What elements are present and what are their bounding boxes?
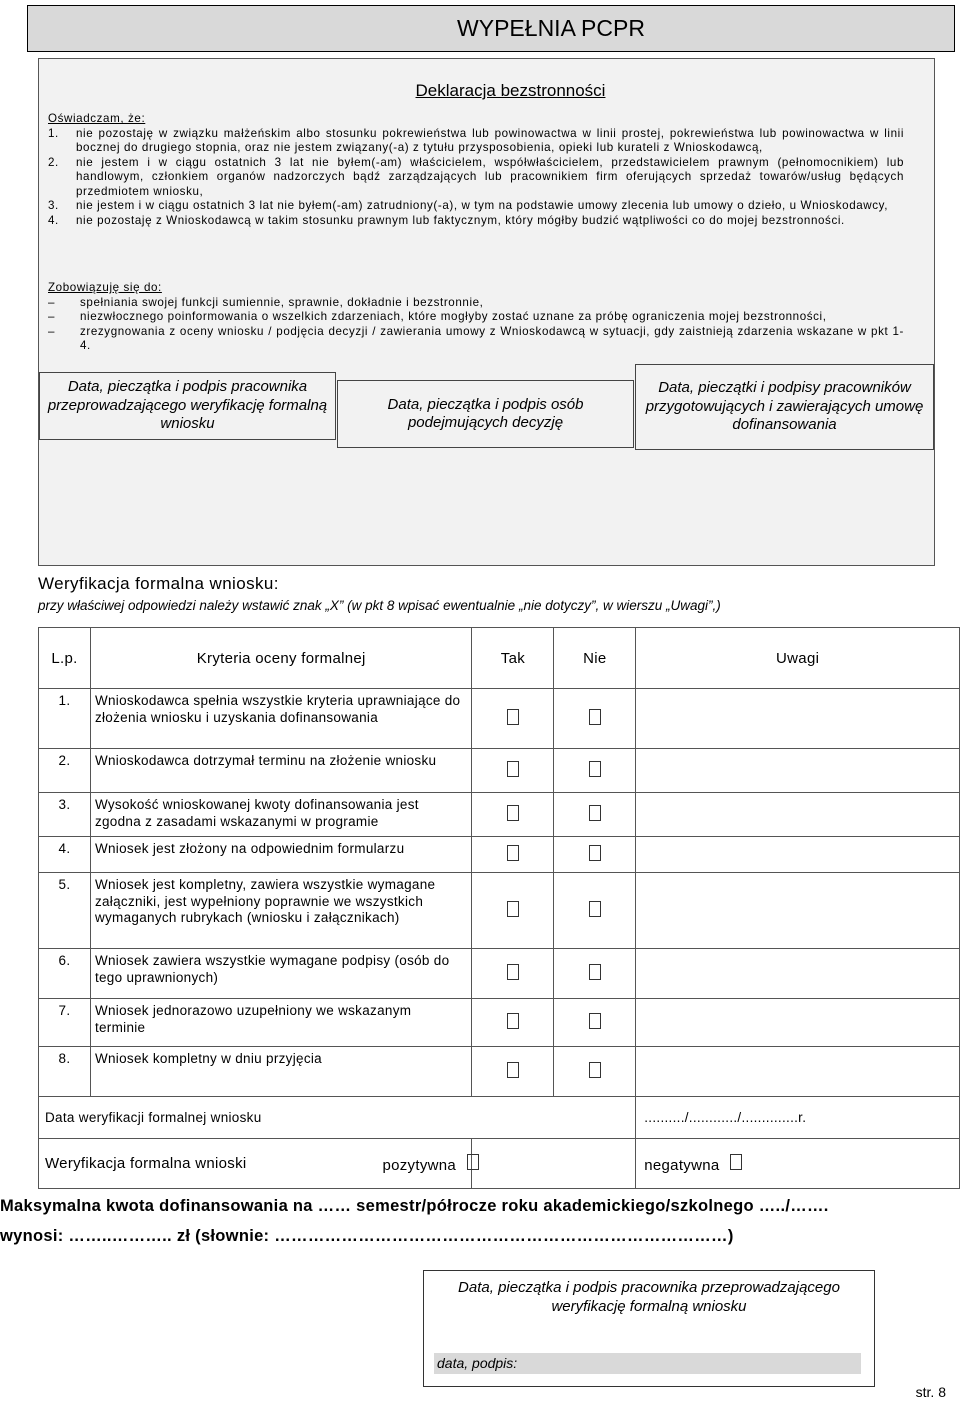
checkbox-no[interactable] [589, 901, 601, 917]
verification-title: Weryfikacja formalna wniosku: [38, 574, 279, 593]
declaration-intro: Oświadczam, że: [48, 112, 146, 125]
declaration-item: 3. nie jestem i w ciągu ostatnich 3 lat nie byłem(-am) zatrudniony(-a), w tym na podstawie umowy zlecenia lub umowy o dzieło, u Wnioskodawcy, [48, 199, 889, 212]
final-signature-field[interactable]: data, podpis: [434, 1353, 861, 1374]
criteria-table [38, 627, 960, 1189]
final-signature-text: Data, pieczątka i podpis pracownika przeprowadzającego weryfikację formalną wniosku [458, 1279, 840, 1315]
checkbox-yes[interactable] [507, 761, 519, 777]
table-row: 1. Wnioskodawca spełnia wszystkie kryteria uprawniające do złożenia wniosku i uzyskania dofinansowania [39, 689, 960, 749]
notes-cell[interactable] [636, 749, 960, 793]
table-row: 5. Wniosek jest kompletny, zawiera wszystkie wymagane załączniki, jest wypełniony poprawnie we wszystkich wymaganych rubrykach (wniosku i załącznikach) [39, 873, 960, 949]
obligation-item: – spełniania swojej funkcji sumiennie, sprawnie, dokładnie i bezstronnie, [48, 295, 484, 309]
result-row [39, 1139, 960, 1189]
col-notes: Uwagi [636, 628, 960, 689]
declaration-title: Deklaracja bezstronności [415, 81, 606, 100]
checkbox-positive[interactable] [467, 1154, 479, 1170]
checkbox-no[interactable] [589, 805, 601, 821]
col-lp: L.p. [39, 628, 91, 689]
checkbox-negative[interactable] [730, 1154, 742, 1170]
result-positive[interactable]: pozytywna [472, 1139, 636, 1189]
date-row [39, 1097, 960, 1139]
checkbox-no[interactable] [589, 761, 601, 777]
declaration-item: 2. nie jestem i w ciągu ostatnich 3 lat nie byłem(-am) właścicielem, współwłaścicielem, przedstawicielem prawnym (pełnomocnikiem) lub handlowym, członkiem organów nadzorczych bądź zarządzających lub pracownikiem firm oferujących sprzedaż towarów/usług będących przedmiotem wniosku, [48, 155, 904, 198]
obligations-intro: Zobowiązuję się do: [48, 281, 162, 294]
summary-line-2: wynosi: ……..……….. zł (słownie: ………………………………………………………………………) [0, 1227, 734, 1245]
table-row: 4. Wniosek jest złożony na odpowiednim formularzu [39, 837, 960, 873]
obligation-item: – niezwłocznego poinformowania o wszelkich zdarzeniach, które mogłyby zostać uznane za próbę ograniczenia mojej bezstronności, [48, 310, 827, 323]
checkbox-yes[interactable] [507, 709, 519, 725]
signature-box-contract[interactable]: Data, pieczątki i podpisy pracowników przygotowujących i zawierających umowę dofinansowania [635, 364, 934, 450]
declaration-item: 4. nie pozostaję z Wnioskodawcą w takim stosunku prawnym lub faktycznym, który mógłby budzić wątpliwości co do mojej bezstronności. [48, 213, 845, 227]
obligations [48, 281, 904, 354]
signature-box-verifier[interactable]: Data, pieczątka i podpis pracownika przeprowadzającego weryfikację formalną wniosku [39, 372, 336, 440]
table-row: 3. Wysokość wnioskowanej kwoty dofinansowania jest zgodna z zasadami wskazanymi w programie [39, 793, 960, 837]
final-signature-box[interactable] [423, 1270, 875, 1387]
page-title: WYPEŁNIA PCPR [457, 15, 645, 41]
notes-cell[interactable] [636, 793, 960, 837]
checkbox-yes[interactable] [507, 901, 519, 917]
declaration-box [38, 58, 935, 566]
table-row: 2. Wnioskodawca dotrzymał terminu na złożenie wniosku [39, 749, 960, 793]
notes-cell[interactable] [636, 1047, 960, 1097]
header-bar [27, 5, 955, 52]
notes-cell[interactable] [636, 949, 960, 999]
page-number: str. 8 [915, 1384, 946, 1400]
notes-cell[interactable] [636, 837, 960, 873]
checkbox-yes[interactable] [507, 845, 519, 861]
checkbox-no[interactable] [589, 964, 601, 980]
table-row: 8. Wniosek kompletny w dniu przyjęcia [39, 1047, 960, 1097]
checkbox-no[interactable] [589, 845, 601, 861]
date-field[interactable]: ........../............/..............r. [636, 1097, 960, 1139]
col-yes: Tak [472, 628, 554, 689]
checkbox-no[interactable] [589, 709, 601, 725]
checkbox-yes[interactable] [507, 1013, 519, 1029]
checkbox-no[interactable] [589, 1013, 601, 1029]
checkbox-yes[interactable] [507, 1062, 519, 1078]
table-header-row [39, 628, 960, 689]
col-criteria: Kryteria oceny formalnej [90, 628, 472, 689]
col-no: Nie [554, 628, 636, 689]
result-label: Weryfikacja formalna wnioski [39, 1139, 472, 1189]
result-negative[interactable]: negatywna [636, 1139, 960, 1189]
verification-subtitle: przy właściwej odpowiedzi należy wstawić znak „X” (w pkt 8 wpisać ewentualnie „nie dotyczy”, w wierszu „Uwagi”,) [38, 598, 721, 613]
signature-box-decision[interactable]: Data, pieczątka i podpis osób podejmujących decyzję [337, 380, 634, 448]
checkbox-yes[interactable] [507, 805, 519, 821]
checkbox-yes[interactable] [507, 964, 519, 980]
declaration-item: 1. nie pozostaję w związku małżeńskim albo stosunku pokrewieństwa lub powinowactwa w linii prostej, pokrewieństwa lub powinowactwa w linii bocznej do drugiego stopnia, oraz nie jestem związany(-a) z tytułu przysposobienia, opieki lub kurateli z Wnioskodawcą, [48, 126, 904, 154]
obligation-item: – zrezygnowania z oceny wniosku / podjęcia decyzji / zawierania umowy z Wnioskodawcą w sytuacji, gdy zaistnieją zdarzenia wskazane w pkt 1-4. [48, 324, 904, 352]
table-row: 6. Wniosek zawiera wszystkie wymagane podpisy (osób do tego uprawnionych) [39, 949, 960, 999]
declaration-body [48, 112, 904, 228]
summary-line-1: Maksymalna kwota dofinansowania na …… semestr/półrocze roku akademickiego/szkolnego …../……. [0, 1197, 829, 1215]
notes-cell[interactable] [636, 689, 960, 749]
notes-cell[interactable] [636, 999, 960, 1047]
date-label: Data weryfikacji formalnej wniosku [39, 1097, 636, 1139]
checkbox-no[interactable] [589, 1062, 601, 1078]
notes-cell[interactable] [636, 873, 960, 949]
table-row: 7. Wniosek jednorazowo uzupełniony we wskazanym terminie [39, 999, 960, 1047]
